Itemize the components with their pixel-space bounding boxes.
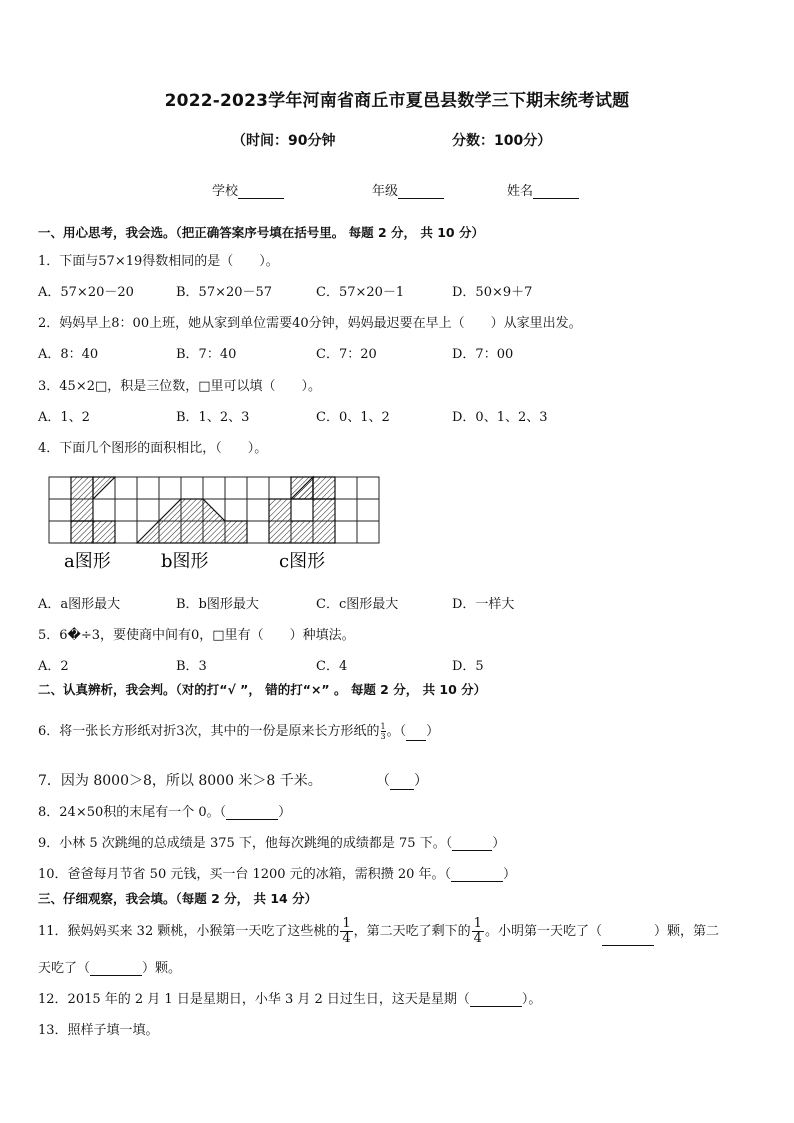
section2-title: 二、认真辨析，我会判。（对的打“√ ”， 错的打“×” 。 每题 2 分， 共 10 分） xyxy=(38,682,487,697)
q9-line xyxy=(38,832,505,851)
q8-line xyxy=(38,801,291,820)
q5-option-a[interactable]: A．2 xyxy=(38,659,69,674)
q1-option-d[interactable]: D．50×9＋7 xyxy=(452,285,533,300)
school-blank[interactable] xyxy=(238,185,284,199)
grade-field xyxy=(372,180,444,199)
q11-line2-text: 天吃了（ xyxy=(38,961,91,976)
section1-title: 一、用心思考，我会选。（把正确答案序号填在括号里。 每题 2 分， 共 10 分） xyxy=(38,225,484,240)
q11-frac2-num: 1 xyxy=(473,916,482,931)
name-label: 姓名 xyxy=(507,184,534,199)
q11-frac1-den: 4 xyxy=(342,931,351,946)
q11-frac2-den: 4 xyxy=(473,931,482,946)
q4-option-d[interactable]: D．一样大 xyxy=(452,597,515,612)
q7-open: （ xyxy=(376,773,390,789)
q12-line xyxy=(38,988,541,1007)
q10-text: 10．爸爸每月节省 50 元钱，买一台 1200 元的冰箱，需积攒 20 年。（ xyxy=(38,867,452,882)
q2-option-c[interactable]: C．7：20 xyxy=(316,347,377,362)
q9-close: ） xyxy=(492,836,506,851)
name-field xyxy=(507,180,579,199)
q8-answer-blank[interactable] xyxy=(226,806,278,820)
q5-option-d[interactable]: D．5 xyxy=(452,659,484,674)
q6-line xyxy=(38,720,439,741)
school-field xyxy=(212,180,284,199)
q7-answer xyxy=(376,770,428,790)
q3-option-d[interactable]: D．0、1、2、3 xyxy=(452,410,548,425)
q4-stem: 4．下面几个图形的面积相比，（ ）。 xyxy=(38,441,268,456)
q6-after: 。（ xyxy=(386,724,407,739)
q11-text-d: ）颗，第二 xyxy=(653,924,719,939)
q3-option-a[interactable]: A．1、2 xyxy=(38,410,90,425)
score-info: 分数：100分） xyxy=(452,133,552,149)
q3-stem: 3．45×2□，积是三位数，□里可以填（ ）。 xyxy=(38,379,322,394)
q1-option-b[interactable]: B．57×20－57 xyxy=(176,285,273,300)
figure-label-b: b图形 xyxy=(161,551,209,572)
shape-c xyxy=(269,477,335,543)
q4-option-a[interactable]: A．a图形最大 xyxy=(38,597,121,612)
figure-label-c: c图形 xyxy=(279,551,326,572)
q7-line xyxy=(38,770,322,790)
q11-line1 xyxy=(38,917,719,946)
q1-stem: 1．下面与57×19得数相同的是（ ）。 xyxy=(38,254,279,269)
grade-blank[interactable] xyxy=(398,185,444,199)
q2-option-d[interactable]: D．7：00 xyxy=(452,347,514,362)
time-info: （时间：90分钟 xyxy=(232,133,336,149)
q7-answer-blank[interactable] xyxy=(390,776,414,790)
q6-text: 6．将一张长方形纸对折3次，其中的一份是原来长方形纸的 xyxy=(38,724,380,739)
name-blank[interactable] xyxy=(533,185,579,199)
q6-end: ） xyxy=(426,724,440,739)
q3-option-b[interactable]: B．1、2、3 xyxy=(176,410,250,425)
q5-option-c[interactable]: C．4 xyxy=(316,659,348,674)
q12-end: ）。 xyxy=(521,992,542,1007)
figure-label-a: a图形 xyxy=(64,551,111,572)
q12-answer-blank[interactable] xyxy=(470,993,522,1007)
q7-text: 7．因为 8000＞8，所以 8000 米＞8 千米。 xyxy=(38,773,322,789)
q11-text-b: ，第二天吃了剩下的 xyxy=(353,924,471,939)
q2-option-b[interactable]: B．7：40 xyxy=(176,347,237,362)
q7-close: ） xyxy=(414,773,428,789)
q11-text-a: 11．猴妈妈买来 32 颗桃，小猴第一天吃了这些桃的 xyxy=(38,924,340,939)
section3-title: 三、仔细观察，我会填。（每题 2 分， 共 14 分） xyxy=(38,891,318,906)
shape-a xyxy=(71,477,115,543)
q13-stem: 13．照样子填一填。 xyxy=(38,1023,159,1038)
q11-answer-blank-1[interactable] xyxy=(602,932,654,946)
q6-answer-blank[interactable] xyxy=(406,727,426,741)
q2-stem: 2．妈妈早上8：00上班，她从家到单位需要40分钟，妈妈最迟要在早上（ ）从家里出发。 xyxy=(38,316,582,331)
q5-option-b[interactable]: B．3 xyxy=(176,659,207,674)
q12-text: 12．2015 年的 2 月 1 日是星期日，小华 3 月 2 日过生日，这天是星期（ xyxy=(38,992,470,1007)
area-grid-figure xyxy=(46,474,386,574)
grade-label: 年级 xyxy=(372,184,399,199)
q6-fraction xyxy=(381,722,386,741)
q2-option-a[interactable]: A．8：40 xyxy=(38,347,99,362)
q9-answer-blank[interactable] xyxy=(452,837,492,851)
q4-option-b[interactable]: B．b图形最大 xyxy=(176,597,259,612)
q1-option-c[interactable]: C．57×20－1 xyxy=(316,285,405,300)
q8-close: ） xyxy=(278,805,292,820)
q11-line2-end: ）颗。 xyxy=(142,961,182,976)
q11-line2 xyxy=(38,957,181,976)
q11-frac1-num: 1 xyxy=(342,916,351,931)
q1-option-a[interactable]: A．57×20－20 xyxy=(38,285,134,300)
q6-frac-num: 1 xyxy=(380,722,386,731)
q9-text: 9．小林 5 次跳绳的总成绩是 375 下，他每次跳绳的成绩都是 75 下。（ xyxy=(38,836,453,851)
q11-fraction-1 xyxy=(340,917,352,946)
q4-option-c[interactable]: C．c图形最大 xyxy=(316,597,399,612)
exam-title: 2022-2023学年河南省商丘市夏邑县数学三下期末统考试题 xyxy=(164,91,630,111)
q6-frac-den: 3 xyxy=(380,732,386,741)
school-label: 学校 xyxy=(212,184,239,199)
q10-answer-blank[interactable] xyxy=(451,868,503,882)
q10-line xyxy=(38,863,516,882)
q5-stem: 5．6�÷3，要使商中间有0，□里有（ ）种填法。 xyxy=(38,628,355,643)
q3-option-c[interactable]: C．0、1、2 xyxy=(316,410,390,425)
q11-fraction-2 xyxy=(472,917,484,946)
q11-text-c: 。小明第一天吃了（ xyxy=(484,924,602,939)
q10-close: ） xyxy=(503,867,517,882)
q8-text: 8．24×50积的末尾有一个 0。（ xyxy=(38,805,227,820)
q11-answer-blank-2[interactable] xyxy=(90,962,142,976)
